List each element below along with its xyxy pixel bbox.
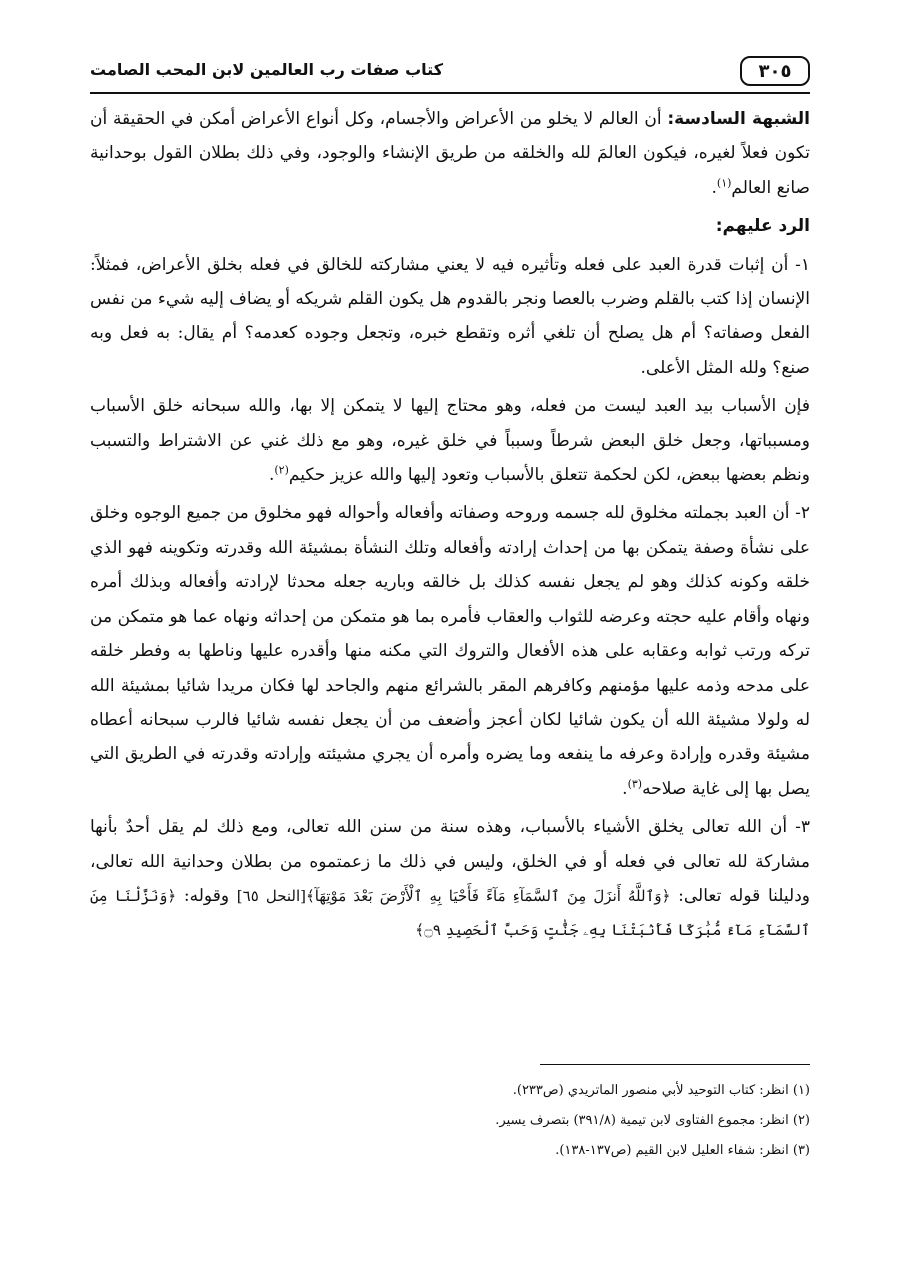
sixth-doubt-text: أن العالم لا يخلو من الأعراض والأجسام، وكل أنواع الأعراض أمكن في الحقيقة أن تكون فعلاً لغيره، فيكون العالمَ لله والخلقه من طريق الإنشاء والوجود، وفي ذلك بطلان القول بوحدانية صانع العالم	[90, 109, 810, 198]
page-header	[90, 56, 810, 92]
punct: .	[622, 778, 628, 799]
section-heading: الرد عليهم:	[715, 216, 810, 237]
point-1-continued	[90, 389, 810, 492]
sixth-doubt-label: الشبهة السادسة:	[667, 109, 811, 129]
footnote-ref-2[interactable]: (٢)	[274, 463, 289, 477]
punct: .	[711, 177, 717, 198]
footnote-ref-1[interactable]: (١)	[716, 176, 732, 190]
footnote-3: (٣) انظر: شفاء العليل لابن القيم (ص١٣٧-١٣٨).	[555, 1143, 810, 1158]
quran-ref-1: [النحل ٦٥]	[236, 886, 307, 905]
footnote-ref-3[interactable]: (٣)	[627, 777, 643, 791]
point-1: ١- أن إثبات قدرة العبد على فعله وتأثيره فيه لا يعني مشاركته للخالق في فعله بخلق الأعراض، فمثلاً: الإنسان إذا كتب بالقلم وضرب بالعصا ونجر بالقدوم هل يكون القلم شريكه أو يضاف إليه شيء من نفس الفعل وصفاته؟ أم هل يصلح أن تلغي أثره وتقطع خبره، وتجعل وجوده كعدمه؟ أم يقال: به فعل وبه صنع؟ ولله المثل الأعلى.	[90, 254, 810, 378]
footnote-2: (٢) انظر: مجموع الفتاوى لابن تيمية (٣٩١/٨) بتصرف يسير.	[495, 1113, 810, 1128]
quran-verse-1: ﴿وَٱللَّهُ أَنزَلَ مِنَ ٱلسَّمَآءِ مَآءً فَأَحْيَا بِهِ ٱلْأَرْضَ بَعْدَ مَوْتِهَآ﴾	[306, 886, 671, 905]
quran-conjunction: وقوله:	[176, 885, 237, 906]
point-1b-text: فإن الأسباب بيد العبد ليست من فعله، وهو محتاج إليها لا يتمكن إلا بها، والله سبحانه خلق الأسباب ومسبباتها، وجعل خلق البعض شرطاً وسبباً في خلق غيره، وهو مع ذلك غني عن الاشتراط والتسبب ونظم بعضها ببعض، لكن لحكمة تتعلق بالأسباب وتعود إليها والله عزيز حكيم	[90, 396, 810, 486]
paragraph-sixth-doubt	[90, 102, 810, 205]
point-3	[90, 810, 810, 948]
page-number: ٣٠٥	[740, 56, 810, 86]
point-3-text: ٣- أن الله تعالى يخلق الأشياء بالأسباب، وهذه سنة من سنن الله تعالى، ومع ذلك لم يقل أحدٌ بأنها مشاركة لله تعالى في فعله أو في الخلق، وليس في ذلك ما زعمتموه من بطلان وحدانية الله تعالى، ودليلنا قوله تعالى:	[90, 817, 810, 906]
quran-verse-2: ﴿وَنَزَّلْنَا مِنَ ٱلسَّمَآءِ مَآءً مُّبَٰرَكًا فَأَنۢبَتْنَا بِهِۦ جَنَّٰتٍ وَحَبَّ ٱلْحَصِيدِ ۝٩﴾	[90, 886, 810, 940]
header-rule	[90, 92, 810, 94]
point-2-text: ٢- أن العبد بجملته مخلوق لله جسمه وروحه وصفاته وأفعاله وأحواله فهو مخلوق من جميع الوجوه وخلق على نشأة وصفة يتمكن بها من إحداث إرادته وأفعاله وتلك النشأة بمشيئة الله وقدرته وتكوينه فهو الذي خلقه وكونه كذلك وهو لم يجعل نفسه كذلك بل خالقه وباريه جعله محدثا لإرادته وأفعاله وبذلك أمره ونهاه وأقام عليه حجته وعرضه للثواب والعقاب فأمره بما هو متمكن من إحداثه ونهاه عما هو متمكن من تركه ورتب ثوابه وعقابه على هذه الأفعال والتروك التي مكنه منها وأقدره عليها وناطها به وفطر خلقه على مدحه وذمه عليها مؤمنهم وكافرهم المقر بالشرائع منهم والجاحد لها فكان مريدا شائيا بمشيئة الله له ولولا مشيئة الله أن يكون شائيا لكان أعجز وأضعف من أن يجعل نفسه شائيا فالرب سبحانه أعطاه مشيئة وقدره وإرادة وعرفه ما ينفعه وما يضره وأمره أن يجري مشيئته وإرادته وقدرته في الطريق التي يصل بها إلى غاية صلاحه	[90, 503, 810, 799]
footnotes	[90, 1076, 810, 1166]
running-title: كتاب صفات رب العالمين لابن المحب الصامت	[90, 60, 444, 79]
footnote-1: (١) انظر: كتاب التوحيد لأبي منصور الماتريدي (ص٢٣٣).	[512, 1083, 810, 1098]
punct: .	[268, 465, 275, 486]
point-2	[90, 496, 810, 806]
footnote-separator	[540, 1064, 810, 1065]
main-text	[90, 102, 810, 952]
